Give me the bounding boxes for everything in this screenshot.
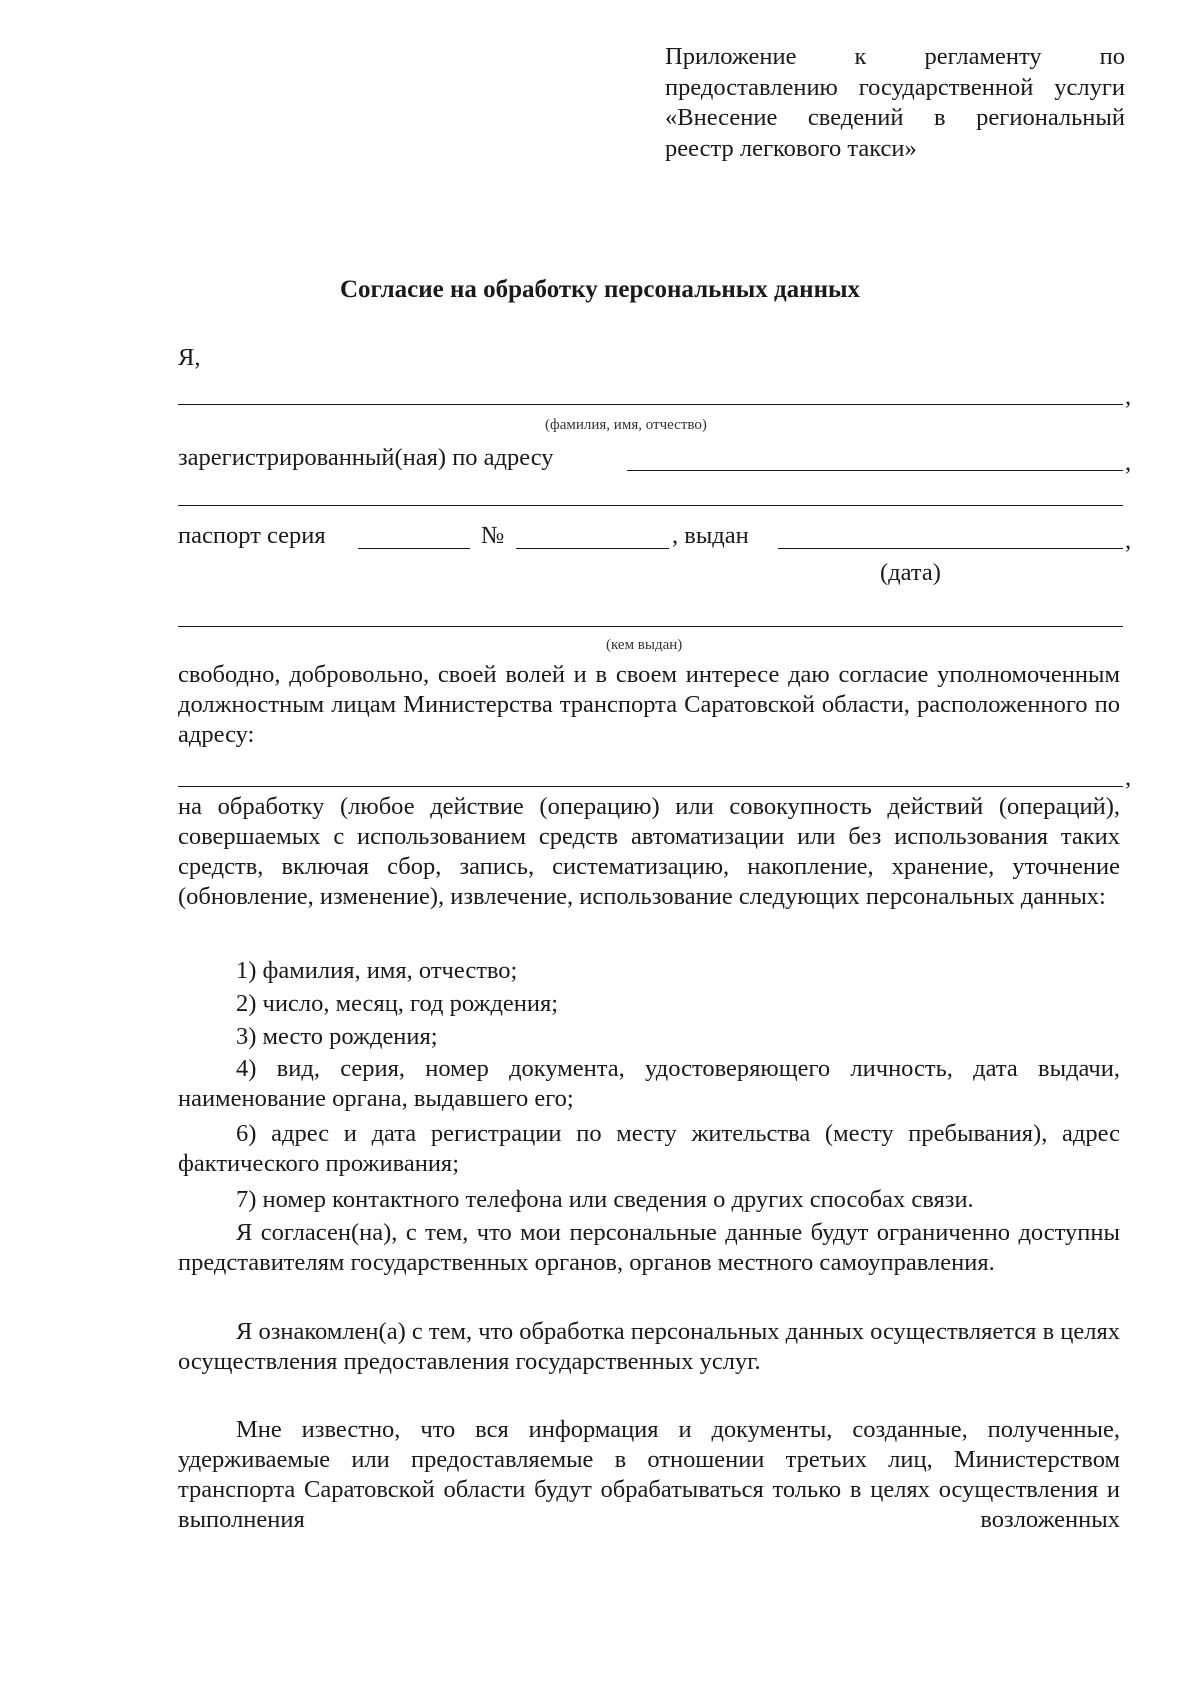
passport-number-label: №: [481, 522, 505, 549]
ministry-address-comma: ,: [1125, 764, 1132, 791]
awareness-paragraph: Я ознакомлен(а) с тем, что обработка персональных данных осуществляется в целях осуществления предоставления государственных услуг.: [178, 1318, 1120, 1375]
passport-comma: ,: [1125, 527, 1132, 554]
issuer-field[interactable]: [178, 626, 1123, 627]
fio-hint: (фамилия, имя, отчество): [545, 417, 707, 433]
list-item-7: 7) номер контактного телефона или сведения о других способах связи.: [236, 1186, 974, 1213]
address-field-continued[interactable]: [178, 505, 1123, 506]
date-hint: (дата): [880, 559, 941, 586]
passport-row: [178, 521, 1120, 551]
list-item-4: 4) вид, серия, номер документа, удостоверяющего личность, дата выдачи, наименование органа, выдавшего его;: [178, 1055, 1120, 1112]
agreement-paragraph: Я согласен(на), с тем, что мои персональные данные будут ограниченно доступны представителям государственных органов, органов местного самоуправления.: [178, 1219, 1120, 1276]
address-field[interactable]: [627, 470, 1123, 471]
i-label: Я,: [178, 344, 201, 371]
address-row: [178, 443, 1120, 473]
passport-issued-label: , выдан: [672, 522, 749, 549]
knowledge-paragraph: Мне известно, что вся информация и документы, созданные, полученные, удерживаемые или предоставляемые в отношении третьих лиц, Министерством транспорта Саратовской области будут обрабатываться только в целях осуществления и выполнения возложенных: [178, 1416, 1120, 1533]
passport-series-field[interactable]: [358, 548, 470, 549]
issuer-hint: (кем выдан): [606, 637, 683, 653]
fio-field[interactable]: [178, 404, 1123, 405]
passport-series-label: паспорт серия: [178, 522, 326, 549]
passport-date-field[interactable]: [778, 548, 1123, 549]
fio-comma: ,: [1125, 383, 1132, 410]
processing-paragraph: на обработку (любое действие (операцию) или совокупность действий (операций), совершаемых с использованием средств автоматизации или без использования таких средств, включая сбор, запись, систематизацию, накопление, хранение, уточнение (обновление, изменение), извлечение, использование следующих персональных данных:: [178, 793, 1120, 910]
list-item-6: 6) адрес и дата регистрации по месту жительства (месту пребывания), адрес фактического проживания;: [178, 1120, 1120, 1177]
ministry-address-field[interactable]: [178, 786, 1123, 787]
passport-number-field[interactable]: [516, 548, 669, 549]
consent-paragraph: свободно, добровольно, своей волей и в своем интересе даю согласие уполномоченным должностным лицам Министерства транспорта Саратовской области, расположенного по адресу:: [178, 661, 1120, 748]
list-item: 3) место рождения;: [236, 1023, 438, 1050]
annex-note: Приложение к регламенту по предоставлению государственной услуги «Внесение сведений в региональный реестр легкового такси»: [665, 43, 1125, 162]
list-item: 1) фамилия, имя, отчество;: [236, 957, 518, 984]
list-item: 2) число, месяц, год рождения;: [236, 990, 559, 1017]
address-comma: ,: [1125, 449, 1132, 476]
address-label: зарегистрированный(ная) по адресу: [178, 444, 554, 471]
document-title: Согласие на обработку персональных данных: [339, 276, 860, 303]
